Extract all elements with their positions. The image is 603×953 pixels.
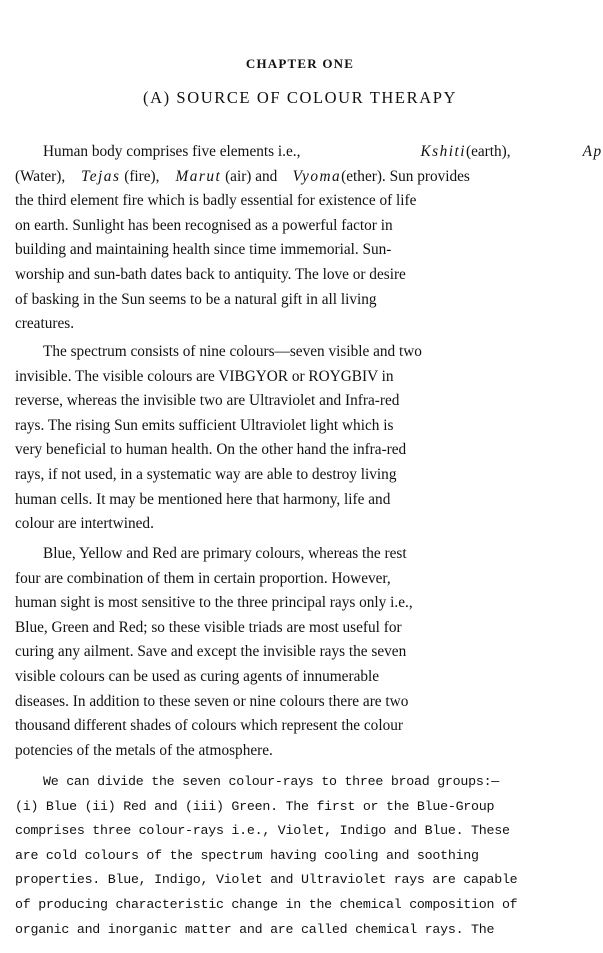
paragraph-4-line-1: We can divide the seven colour-rays to three broad groups:— <box>43 774 500 789</box>
paragraph-1-line-1: Human body comprises five elements i.e., Kshiti(earth), Ap <box>43 143 603 160</box>
paragraph-2-line-1: The spectrum consists of nine colours—seven visible and two <box>43 343 422 360</box>
paragraph-1-line-8: creatures. <box>15 315 75 333</box>
chapter-title: (A) SOURCE OF COLOUR THERAPY <box>142 88 458 107</box>
paragraph-2-line-6: rays, if not used, in a systematic way are able to destroy living <box>15 465 397 483</box>
paragraph-1-line-6: worship and sun-bath dates back to antiquity. The love or desire <box>15 265 406 283</box>
paragraph-1-line-4: on earth. Sunlight has been recognised as a powerful factor in <box>15 216 393 234</box>
paragraph-4-line-4: are cold colours of the spectrum having cooling and soothing <box>15 847 479 863</box>
paragraph-3-line-1: Blue, Yellow and Red are primary colours, whereas the rest <box>43 545 407 562</box>
paragraph-3-line-9: potencies of the metals of the atmosphere. <box>15 741 273 759</box>
paragraph-2-line-2: invisible. The visible colours are VIBGYOR or ROYGBIV in <box>15 367 394 385</box>
paragraph-1-line-7: of basking in the Sun seems to be a natural gift in all living <box>15 290 377 308</box>
paragraph-2-line-7: human cells. It may be mentioned here that harmony, life and <box>15 490 391 508</box>
paragraph-4-line-2: (i) Blue (ii) Red and (iii) Green. The first or the Blue-Group <box>15 798 495 814</box>
paragraph-1 <box>15 140 603 337</box>
paragraph-2-line-3: reverse, whereas the invisible two are Ultraviolet and Infra-red <box>15 392 400 410</box>
paragraph-3-line-2: four are combination of them in certain proportion. However, <box>15 569 391 587</box>
paragraph-3-line-5: curing any ailment. Save and except the invisible rays the seven <box>15 643 407 661</box>
paragraph-4-line-5: properties. Blue, Indigo, Violet and Ultraviolet rays are capable <box>15 872 518 888</box>
paragraph-4-line-7: organic and inorganic matter and are called chemical rays. The <box>15 921 495 937</box>
chapter-label: CHAPTER ONE <box>245 56 355 71</box>
paragraph-1-line-3: the third element fire which is badly essential for existence of life <box>15 192 417 210</box>
paragraph-1-line-2: (Water), Tejas (fire), Marut (air) and Vyoma(ether). Sun provides <box>15 167 470 185</box>
paragraph-4-line-3: comprises three colour-rays i.e., Violet, Indigo and Blue. These <box>15 823 510 839</box>
paragraph-2-line-4: rays. The rising Sun emits sufficient Ultraviolet light which is <box>15 416 394 434</box>
paragraph-3-line-6: visible colours can be used as curing agents of innumerable <box>15 667 380 685</box>
paragraph-2 <box>15 340 575 537</box>
paragraph-3-line-3: human sight is most sensitive to the three principal rays only i.e., <box>15 594 413 612</box>
paragraph-1-line-5: building and maintaining health since time immemorial. Sun- <box>15 241 392 259</box>
paragraph-4 <box>15 770 575 942</box>
paragraph-3 <box>15 542 575 763</box>
paragraph-2-line-8: colour are intertwined. <box>15 515 154 533</box>
paragraph-3-line-7: diseases. In addition to these seven or nine colours there are two <box>15 692 409 710</box>
paragraph-3-line-8: thousand different shades of colours which represent the colour <box>15 717 403 735</box>
paragraph-2-line-5: very beneficial to human health. On the other hand the infra-red <box>15 441 407 459</box>
paragraph-3-line-4: Blue, Green and Red; so these visible triads are most useful for <box>15 618 402 636</box>
paragraph-4-line-6: of producing characteristic change in the chemical composition of <box>15 896 518 912</box>
